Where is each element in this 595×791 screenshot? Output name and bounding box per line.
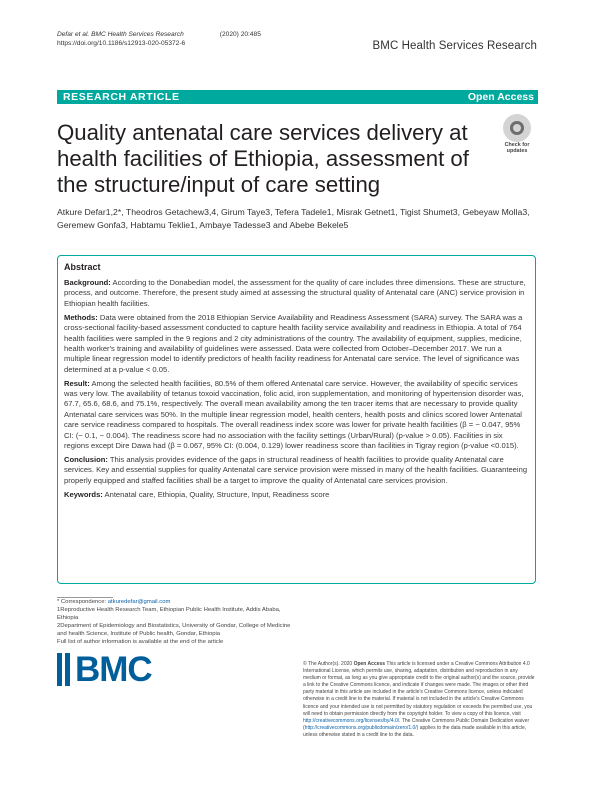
year-volume: (2020) 20:485 <box>219 31 261 38</box>
license-lead: © The Author(s). 2020 <box>303 661 353 667</box>
keywords-text: Antenatal care, Ethiopia, Quality, Structure, Input, Readiness score <box>104 489 330 499</box>
article-meta <box>57 30 261 49</box>
result-label: Result: <box>64 378 90 388</box>
affiliation-1: 1Reproductive Health Research Team, Ethiopian Public Health Institute, Addis Ababa, Ethiopia <box>57 606 281 621</box>
abstract-heading: Abstract <box>64 262 101 272</box>
author-list: Atkure Defar1,2*, Theodros Getachew3,4, Girum Taye3, Tefera Tadele1, Misrak Getnet1, Tigist Shumet3, Gebeyaw Molla3, Geremew Gonfa3, Habtamu Teklie1, Ambaye Tadesse3 and Abebe Bekele5 <box>57 207 530 230</box>
running-authors: Defar et al. BMC Health Services Research <box>57 31 184 38</box>
correspondence-block <box>57 599 297 646</box>
license-link-cc0[interactable]: http://creativecommons.org/publicdomain/zero/1.0/ <box>304 724 417 731</box>
background-text: According to the Donabedian model, the assessment for the quality of care includes three dimensions. These are structure, process, and outcome. Therefore, the present study aimed at assessing the structural quality of Antenatal care (ANC) service provision in Ethiopian health facilities. <box>64 278 526 308</box>
full-author-info-note: Full list of author information is available at the end of the article <box>57 638 224 645</box>
doi-link[interactable]: https://doi.org/10.1186/s12913-020-05372-6 <box>57 40 186 48</box>
abstract-keywords <box>64 490 529 500</box>
logo-wordmark: BMC <box>75 650 152 689</box>
license-link-cc-by[interactable]: http://creativecommons.org/licenses/by/4.0/ <box>303 717 400 724</box>
article-type-band <box>57 90 538 104</box>
conclusion-text: This analysis provides evidence of the gaps in structural readiness of health facilities to provide quality Antenatal care services. Key and essential supplies for quality Antenatal care service provision were missed in many of the health facilities. Guaranteeing properly equipped and staffed facilities shall be a target to improve the quality of Antenatal care services provision. <box>64 455 528 485</box>
affiliation-2: 2Department of Epidemiology and Biostatistics, University of Gondar, College of Medicine and health Science, Institute of Public health, Gondar, Ethiopia <box>57 622 291 637</box>
abstract-conclusion <box>64 455 529 486</box>
article-type-label: RESEARCH ARTICLE <box>63 91 180 103</box>
abstract-box <box>57 255 536 584</box>
logo-bar-icon <box>57 653 62 686</box>
conclusion-label: Conclusion: <box>64 455 108 464</box>
badge-line1: Check for <box>504 142 530 148</box>
result-text: Among the selected health facilities, 80.5% of them offered Antenatal care service. However, the availability of specific services was very low. The availability of tetanus toxoid vaccination, folic acid, iron supplementation, and monitoring of hypertension disorder was, 67.7, 65.6, 68.6, and 75.1%, respectively. The overall mean availability among the ten tracer items that are necessary to provide quality Antenatal care services was 50%. In the multiple linear regression model, health centers, health posts and clinics scored lower Antenatal care service readiness compared to hospitals. The overall readiness index score was lower for private health facilities (β = − 0.047, 95% CI: (− 0.1, − 0.004). The readiness score had no association with the facility settings (Urban/Rural) (p-value > 0.05). Facilities in six regions except Dire Dawa had (β = 0.067, 95% CI: (0.004, 0.129) lower readiness score than facilities in Tigray region (p-value <0.015). <box>64 378 524 451</box>
journal-name: BMC Health Services Research <box>372 40 537 52</box>
background-label: Background: <box>64 278 111 287</box>
footnote-divider <box>57 597 113 598</box>
methods-label: Methods: <box>64 312 98 322</box>
open-access-label: Open Access <box>467 91 534 103</box>
license-part3: ) applies to the data made available in this article, unless otherwise stated in a credit line to the data. <box>303 724 527 738</box>
badge-line2: updates <box>506 148 528 154</box>
abstract-result <box>64 379 529 452</box>
methods-text: Data were obtained from the 2018 Ethiopian Service Availability and Readiness Assessment (SARA) survey. The SARA was a cross-sectional facility-based assessment conducted to capture health facility service availability and readiness in Ethiopia. A total of 764 health facilities were sampled in the 9 regions and 2 city administrations of the country. The availability of equipment, supplies, medicine, health worker's training and availability of guidelines were assessed. Data were collected from October–December 2017. We run a multiple linear regression model to identify predictors of health facility readiness for Antenatal care service. The level of significance was determined at a p-value < 0.05. <box>64 312 523 374</box>
license-part2: . The Creative Commons Public Domain Dedication waiver ( <box>303 717 530 731</box>
abstract-methods <box>64 313 529 375</box>
correspondence-label: * Correspondence: <box>57 599 107 605</box>
logo-bar-icon-2 <box>65 653 70 686</box>
keywords-label: Keywords: <box>64 489 103 499</box>
license-text <box>303 661 537 739</box>
check-for-updates-badge[interactable] <box>497 114 537 154</box>
license-part1: This article is licensed under a Creative Commons Attribution 4.0 International License, which permits use, sharing, adaptation, distribution and reproduction in any medium or format, as long as you give appropriate credit to the original author(s) and the source, provide a link to the Creative Commons licence, and indicate if changes were made. The images or other third party material in this article are included in the article's Creative Commons licence, unless indicated otherwise in a credit line to the material. If material is not included in the article's Creative Commons licence and your intended use is not permitted by statutory regulation or exceeds the permitted use, you will need to obtain permission directly from the copyright holder. To view a copy of this licence, visit <box>303 661 535 717</box>
correspondence-email[interactable]: atkuredefar@gmail.com <box>107 599 171 605</box>
abstract-background <box>64 278 529 309</box>
check-updates-icon <box>503 114 531 142</box>
article-title: Quality antenatal care services delivery at health facilities of Ethiopia, assessment of the structure/input of care setting <box>57 120 469 197</box>
license-oa: Open Access <box>353 661 386 667</box>
